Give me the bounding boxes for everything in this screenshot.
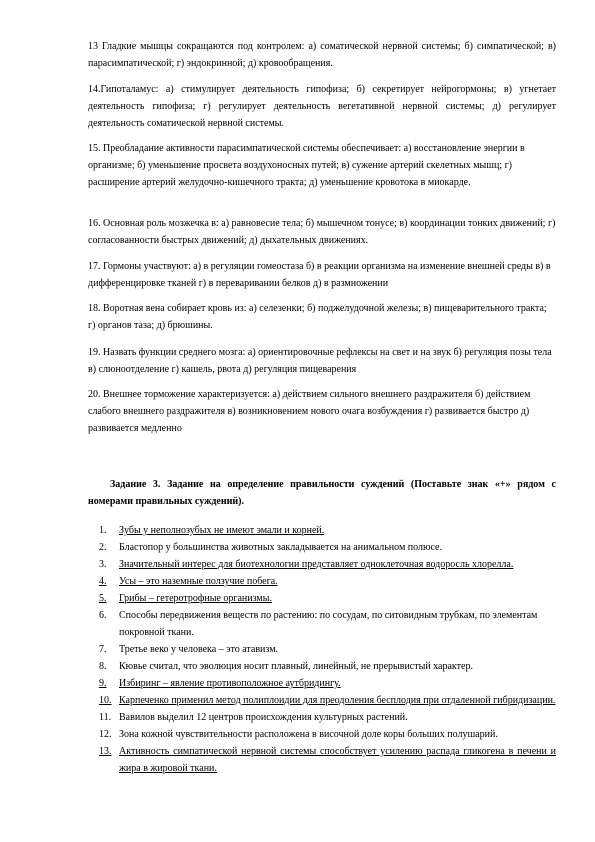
list-item: 10. Карпеченко применил метод полиплоидии для преодоления бесплодия при отдаленной гибридизации. xyxy=(99,695,556,706)
question-20: 20. Внешнее торможение характеризуется: а) действием сильного внешнего раздражителя б) действием слабого внешнего раздражителя в) возникновением нового очага возбуждения г) развивается быстро д) развивается медленно xyxy=(88,389,531,434)
question-13: 13 Гладкие мышцы сокращаются под контролем: а) соматической нервной системы; б) симпатической; в) парасимпатической; г) эндокринной; д) кровообращения. xyxy=(88,41,556,69)
question-14: 14.Гипоталамус: а) стимулирует деятельность гипофиза; б) секретирует нейрогормоны; в) угнетает деятельность гипофиза; г) регулирует деятельность вегетативной нервной системы; д) регулирует деятельность соматической нервной системы. xyxy=(88,84,556,129)
list-item: 7. Третье веко у человека – это атавизм. xyxy=(99,644,279,655)
list-item: 9. Избиринг – явление противоположное аутбридингу. xyxy=(99,678,341,689)
list-item: 5. Грибы – гетеротрофные организмы. xyxy=(99,593,272,604)
list-item: 8. Кювье считал, что эволюция носит плавный, линейный, не прерывистый характер. xyxy=(99,661,473,672)
statements-list xyxy=(88,522,556,777)
list-item: 2. Бластопор у большинства животных закладывается на анимальном полюсе. xyxy=(99,542,442,553)
question-17: 17. Гормоны участвуют: а) в регуляции гомеостаза б) в реакции организма на изменение внешней среды в) в дифференцировке тканей г) в переваривании белков д) в размножении xyxy=(88,261,551,289)
list-item: 1. Зубы у неполнозубых не имеют эмали и корней. xyxy=(99,525,325,536)
list-item: 12. Зона кожной чувствительности расположена в височной доле коры больших полушарий. xyxy=(99,729,498,740)
question-16: 16. Основная роль мозжечка в: а) равновесие тела; б) мышечном тонусе; в) координации тонких движений; г) согласованности быстрых движений; д) дыхательных движениях. xyxy=(88,218,556,246)
task-3-heading: Задание 3. Задание на определение правильности суждений (Поставьте знак «+» рядом с номерами правильных суждений). xyxy=(88,479,556,507)
list-item: 6. Способы передвижения веществ по растению: по сосудам, по ситовидным трубкам, по элементам покровной ткани. xyxy=(99,610,538,638)
list-item: 3. Значительный интерес для биотехнологии представляет одноклеточная водоросль хлорелла. xyxy=(99,559,514,570)
list-item: 11. Вавилов выделил 12 центров происхождения культурных растений. xyxy=(99,712,408,723)
list-item: 13. Активность симпатической нервной системы способствует усилению распада гликогена в печени и жира в жировой ткани. xyxy=(99,746,556,774)
question-18: 18. Воротная вена собирает кровь из: а) селезенки; б) поджелудочной железы; в) пищеварительного тракта; г) органов таза; д) брюшины. xyxy=(88,303,547,331)
question-15: 15. Преобладание активности парасимпатической системы обеспечивает: а) восстановление энергии в организме; б) уменьшение просвета воздухоносных путей; в) сужение артерий скелетных мышц; г) расширение артерий желудочно-кишечного тракта; д) уменьшение кровотока в миокарде. xyxy=(88,143,525,188)
list-item: 4. Усы – это наземные ползучие побега. xyxy=(99,576,278,587)
question-19: 19. Назвать функции среднего мозга: а) ориентировочные рефлексы на свет и на звук б) регуляция позы тела в) слюноотделение г) кашель, рвота д) регуляция пищеварения xyxy=(88,347,552,375)
